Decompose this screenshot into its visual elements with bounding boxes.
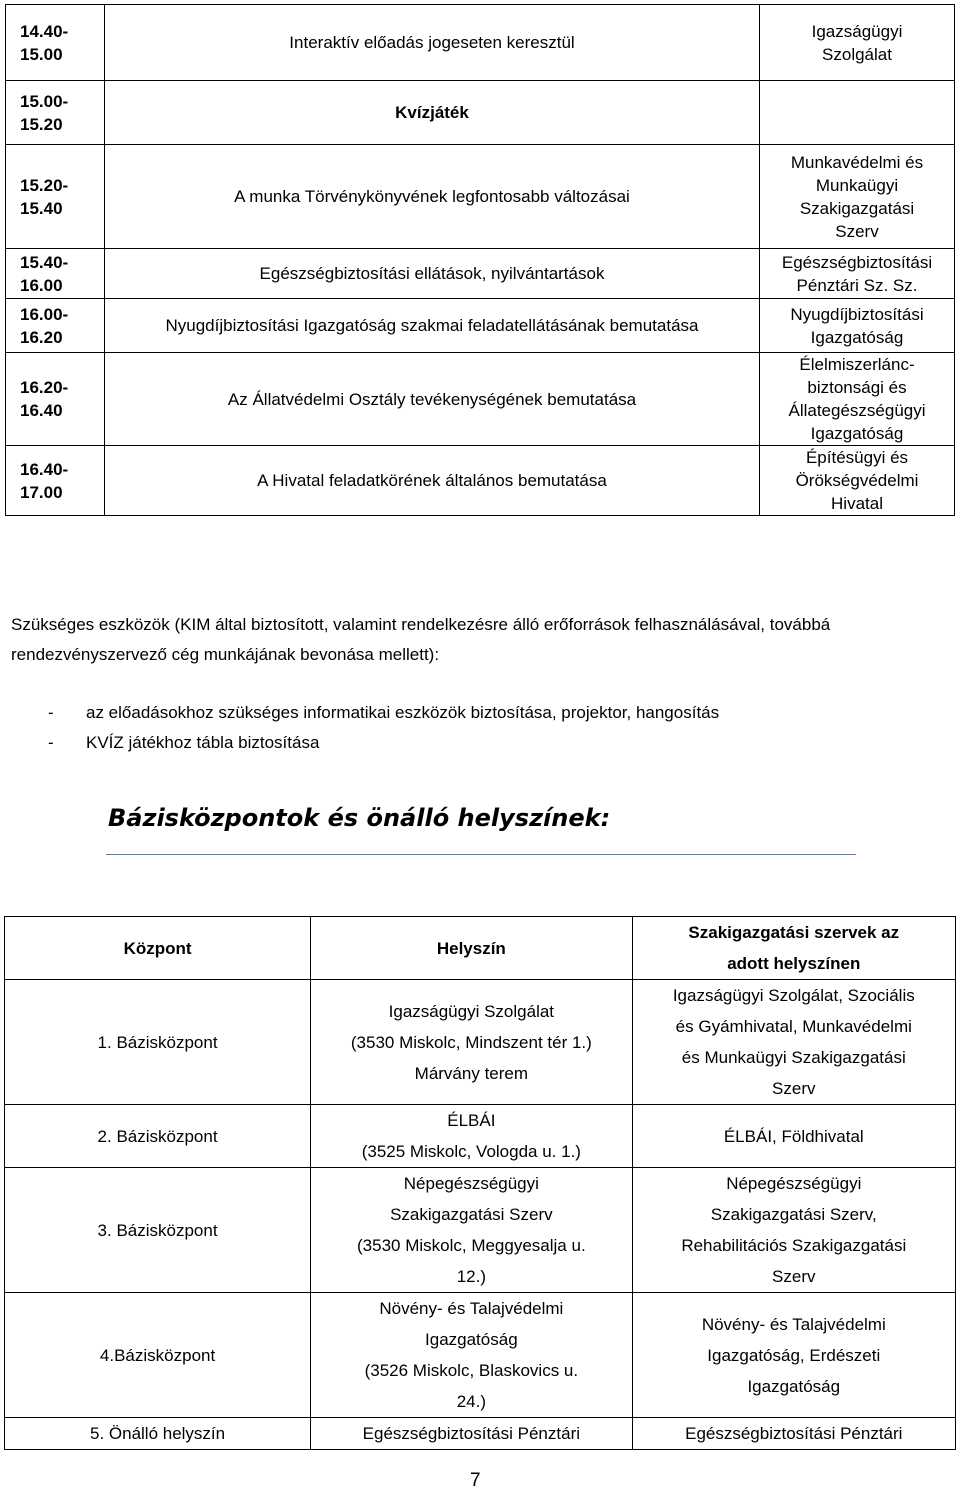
place-line: Igazságügyi Szolgálat (388, 1001, 555, 1021)
place-line: Népegészségügyi (403, 1174, 539, 1193)
time-line: 17.00 (20, 482, 63, 502)
header-center: Központ (5, 917, 311, 980)
center-name: 3. Bázisközpont (5, 1168, 311, 1293)
table-row (6, 446, 955, 516)
organizations-line: és Munkaügyi Szakigazgatási (681, 1048, 906, 1067)
organization-line: Hivatal (831, 494, 883, 513)
header-orgs-line: Szakigazgatási szervek az (688, 923, 900, 942)
list-dash: - (48, 733, 54, 752)
list-item-text: az előadásokhoz szükséges informatikai eszközök biztosítása, projektor, hangosítás (86, 703, 720, 722)
organization-line: Munkaügyi (815, 175, 899, 195)
list-item-text: KVÍZ játékhoz tábla biztosítása (86, 733, 320, 752)
organizations-line: Igazgatóság, Erdészeti (707, 1345, 881, 1365)
table-row (6, 81, 955, 145)
organization (760, 81, 955, 145)
organization-line: Igazgatóság (810, 424, 904, 443)
organization-line: Szerv (835, 221, 879, 241)
organizations-line: Rehabilitációs Szakigazgatási (681, 1236, 907, 1255)
time-line: 16.40- (20, 459, 69, 479)
time-slot (6, 446, 105, 516)
organization-line: Szolgálat (822, 44, 892, 64)
organizations-line: és Gyámhivatal, Munkavédelmi (675, 1017, 912, 1036)
time-line: 15.20- (20, 175, 69, 195)
time-slot (6, 299, 105, 353)
requirements-list (11, 698, 719, 758)
topic: Egészségbiztosítási ellátások, nyilvántartások (105, 249, 760, 299)
heading-underline (106, 854, 856, 855)
place-line: 12.) (456, 1267, 486, 1286)
table-row (5, 1168, 956, 1293)
requirements-paragraph: Szükséges eszközök (KIM által biztosított, valamint rendelkezésre álló erőforrások felhasználásával, továbbá rendezvényszervező cég munkájának bevonása mellett): (11, 615, 831, 664)
place-line: Szakigazgatási Szerv (390, 1205, 553, 1224)
schedule-table (5, 4, 955, 516)
place-line: (3530 Miskolc, Meggyesalja u. (357, 1236, 586, 1255)
organizations (632, 1105, 955, 1168)
organization-line: Pénztári Sz. Sz. (796, 275, 918, 295)
time-line: 15.00- (20, 91, 69, 111)
time-line: 16.20- (20, 378, 69, 397)
page-number: 7 (470, 1470, 481, 1491)
place-line: (3530 Miskolc, Mindszent tér 1.) (350, 1032, 592, 1052)
organizations (632, 1168, 955, 1293)
header-place: Helyszín (311, 917, 632, 980)
place-line: ÉLBÁI (447, 1111, 496, 1130)
place (311, 1168, 632, 1293)
organizations-line: Növény- és Talajvédelmi (701, 1314, 886, 1334)
organizations (632, 1293, 955, 1418)
list-dash: - (48, 703, 54, 722)
organization-line: Igazságügyi (811, 21, 903, 41)
center-name: 5. Önálló helyszín (5, 1418, 311, 1450)
organizations-line: Igazságügyi Szolgálat, Szociális (672, 986, 915, 1005)
place-line: Növény- és Talajvédelmi (379, 1299, 564, 1318)
topic: Kvízjáték (105, 81, 760, 145)
organization-line: Örökségvédelmi (795, 471, 919, 490)
organization-line: Építésügyi és (805, 448, 909, 467)
place (311, 980, 632, 1105)
topic: A Hivatal feladatkörének általános bemutatása (105, 446, 760, 516)
organization-line: Állategészségügyi (788, 401, 926, 420)
topic: Az Állatvédelmi Osztály tevékenységének bemutatása (105, 353, 760, 446)
table-row (6, 249, 955, 299)
list-item (11, 698, 719, 728)
organization-line: Élelmiszerlánc- (799, 355, 915, 374)
center-name: 2. Bázisközpont (5, 1105, 311, 1168)
organizations-line: Szakigazgatási Szerv, (710, 1205, 877, 1224)
time-slot (6, 81, 105, 145)
table-row (6, 353, 955, 446)
time-line: 16.00- (20, 304, 69, 324)
organization (760, 145, 955, 249)
place-line: Igazgatóság (425, 1330, 518, 1349)
place (311, 1293, 632, 1418)
time-line: 15.40 (20, 198, 63, 218)
organization-line: Szakigazgatási (799, 198, 915, 218)
organization (760, 446, 955, 516)
organizations-line: Egészségbiztosítási Pénztári (685, 1424, 903, 1443)
table-row (5, 980, 956, 1105)
organization (760, 299, 955, 353)
time-line: 15.20 (20, 114, 63, 134)
topic: A munka Törvénykönyvének legfontosabb változásai (105, 145, 760, 249)
place (311, 1418, 632, 1450)
organizations-line: Igazgatóság (747, 1376, 841, 1396)
organization-line: Igazgatóság (810, 327, 904, 347)
organizations-line: ÉLBÁI, Földhivatal (723, 1126, 864, 1146)
center-name: 1. Bázisközpont (5, 980, 311, 1105)
topic: Interaktív előadás jogeseten keresztül (105, 5, 760, 81)
place-line: Egészségbiztosítási Pénztári (362, 1424, 581, 1443)
organization-line: Munkavédelmi és (790, 152, 924, 172)
header-orgs (632, 917, 955, 980)
organizations (632, 1418, 955, 1450)
time-line: 14.40- (20, 21, 69, 41)
topic: Nyugdíjbiztosítási Igazgatóság szakmai feladatellátásának bemutatása (105, 299, 760, 353)
place-line: Márvány terem (414, 1063, 529, 1083)
time-line: 16.40 (20, 401, 63, 420)
time-line: 15.40- (20, 252, 69, 272)
bases-table (4, 916, 956, 1450)
organization-line: Nyugdíjbiztosítási (790, 304, 924, 324)
table-row (5, 1293, 956, 1418)
table-row (5, 1105, 956, 1168)
organization-line: Egészségbiztosítási (781, 252, 933, 272)
organization (760, 353, 955, 446)
place-line: (3525 Miskolc, Vologda u. 1.) (361, 1142, 581, 1161)
organization (760, 249, 955, 299)
place-line: 24.) (456, 1392, 486, 1411)
organizations (632, 980, 955, 1105)
section-heading: Bázisközpontok és önálló helyszínek: (108, 804, 611, 832)
table-row (6, 145, 955, 249)
place-line: (3526 Miskolc, Blaskovics u. (364, 1361, 579, 1380)
time-slot (6, 249, 105, 299)
center-name: 4.Bázisközpont (5, 1293, 311, 1418)
table-header-row (5, 917, 956, 980)
time-slot (6, 5, 105, 81)
organization (760, 5, 955, 81)
time-line: 15.00 (20, 44, 63, 64)
place (311, 1105, 632, 1168)
table-row (6, 299, 955, 353)
organizations-line: Szerv (772, 1079, 816, 1098)
header-orgs-line: adott helyszínen (727, 954, 861, 973)
organizations-line: Népegészségügyi (726, 1174, 862, 1193)
time-line: 16.00 (20, 275, 63, 295)
list-item (11, 728, 719, 758)
table-row (5, 1418, 956, 1450)
organizations-line: Szerv (772, 1267, 816, 1286)
time-slot (6, 145, 105, 249)
table-row (6, 5, 955, 81)
time-line: 16.20 (20, 327, 63, 347)
organization-line: biztonsági és (807, 378, 907, 397)
time-slot (6, 353, 105, 446)
